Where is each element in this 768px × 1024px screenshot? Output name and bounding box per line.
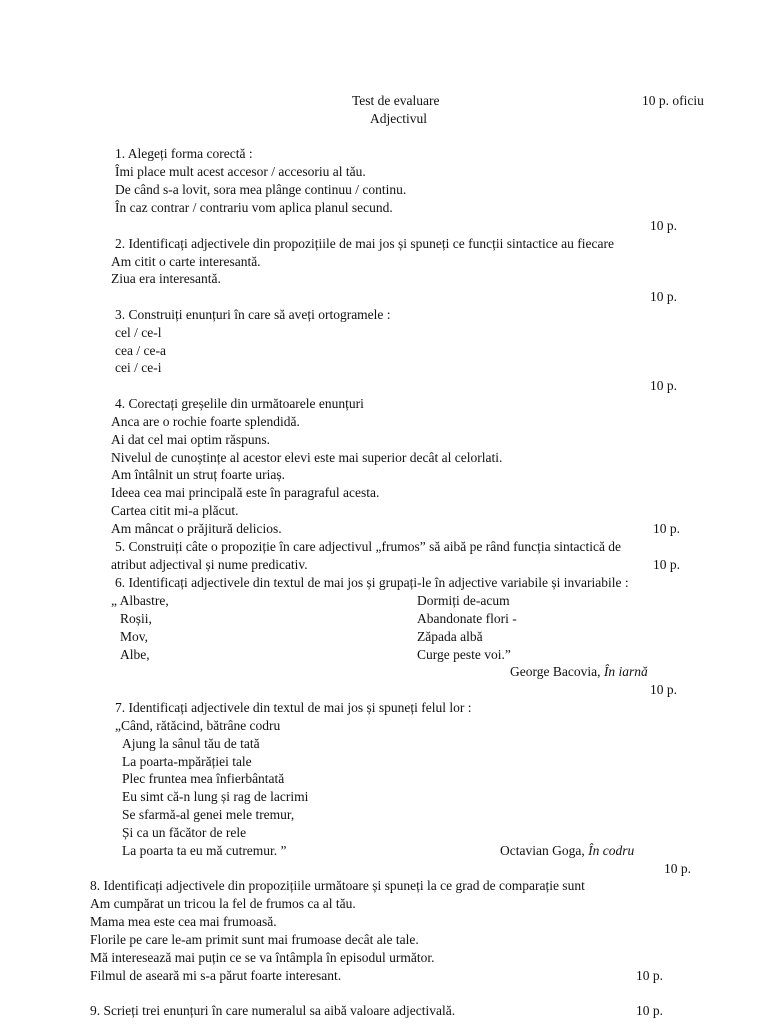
q3-points: 10 p. bbox=[650, 378, 677, 393]
q6-poem-line: Albe, bbox=[120, 647, 150, 662]
q7-poem-line: Ajung la sânul tău de tată bbox=[122, 736, 260, 751]
q6-work-title: În iarnă bbox=[603, 664, 648, 679]
q3-line: cea / ce-a bbox=[115, 343, 166, 358]
q9-points: 10 p. bbox=[636, 1003, 663, 1018]
q6-poem-line: Dormiți de-acum bbox=[417, 593, 510, 608]
q8-line: Mă interesează mai puțin ce se va întâmpla în episodul următor. bbox=[90, 950, 435, 965]
q7-work-title: În codru bbox=[588, 843, 635, 858]
q3-line: cel / ce-l bbox=[115, 325, 162, 340]
oficiu-points: 10 p. oficiu bbox=[642, 93, 704, 108]
q4-line: Ideea cea mai principală este în paragraful acesta. bbox=[111, 485, 380, 500]
q7-poem-line: La poarta-mpărăției tale bbox=[122, 754, 252, 769]
q9-prompt: 9. Scrieți trei enunțuri în care numeralul sa aibă valoare adjectivală. bbox=[90, 1003, 456, 1018]
q3-line: cei / ce-i bbox=[115, 360, 162, 375]
q7-poem-line: „Când, rătăcind, bătrâne codru bbox=[115, 718, 281, 733]
q7-poem-line: La poarta ta eu mă cutremur. ” bbox=[122, 843, 287, 858]
q6-poem-line: Curge peste voi.” bbox=[417, 647, 511, 662]
q5-prompt: 5. Construiți câte o propoziție în care adjectivul „frumos” să aibă pe rând funcția sintactică de bbox=[115, 539, 622, 554]
q7-author: Octavian Goga, bbox=[500, 843, 585, 858]
q4-line: Nivelul de cunoștințe al acestor elevi este mai superior decât al celorlati. bbox=[111, 450, 503, 465]
q5-points: 10 p. bbox=[653, 557, 680, 572]
q2-prompt: 2. Identificați adjectivele din propozițiile de mai jos și spuneți ce funcții sintactice au fiecare bbox=[115, 236, 614, 251]
q6-poem-line: Zăpada albă bbox=[417, 629, 483, 644]
q4-line: Am mâncat o prăjitură delicios. bbox=[111, 521, 282, 536]
q4-line: Anca are o rochie foarte splendidă. bbox=[111, 414, 300, 429]
q1-line: În caz contrar / contrariu vom aplica planul secund. bbox=[115, 200, 393, 215]
q6-poem-line: Abandonate flori - bbox=[417, 611, 517, 626]
q7-points: 10 p. bbox=[664, 861, 691, 876]
q1-line: Îmi place mult acest accesor / accesoriu al tău. bbox=[115, 164, 366, 179]
q8-line: Am cumpărat un tricou la fel de frumos ca al tău. bbox=[90, 896, 356, 911]
q1-line: De când s-a lovit, sora mea plânge continuu / continu. bbox=[115, 182, 407, 197]
q7-prompt: 7. Identificați adjectivele din textul de mai jos și spuneți felul lor : bbox=[115, 700, 472, 715]
q6-author: George Bacovia, bbox=[510, 664, 601, 679]
q4-line: Ai dat cel mai optim răspuns. bbox=[111, 432, 270, 447]
q1-prompt: 1. Alegeți forma corectă : bbox=[115, 146, 253, 161]
q8-points: 10 p. bbox=[636, 968, 663, 983]
q4-line: Am întâlnit un struț foarte uriaș. bbox=[111, 467, 285, 482]
q5-line: atribut adjectival și nume predicativ. bbox=[111, 557, 308, 572]
q7-attribution bbox=[500, 842, 634, 860]
q2-line: Ziua era interesantă. bbox=[111, 271, 221, 286]
q4-prompt: 4. Corectați greșelile din următoarele enunțuri bbox=[115, 396, 364, 411]
q8-line: Florile pe care le-am primit sunt mai frumoase decât ale tale. bbox=[90, 932, 419, 947]
q2-line: Am citit o carte interesantă. bbox=[111, 254, 261, 269]
q6-points: 10 p. bbox=[650, 682, 677, 697]
q6-prompt: 6. Identificați adjectivele din textul de mai jos și grupați-le în adjective variabile și invariabile : bbox=[115, 575, 629, 590]
page-subtitle: Adjectivul bbox=[370, 111, 427, 126]
q2-points: 10 p. bbox=[650, 289, 677, 304]
q4-points: 10 p. bbox=[653, 521, 680, 536]
q1-points: 10 p. bbox=[650, 218, 677, 233]
q6-poem-line: Mov, bbox=[120, 629, 149, 644]
q8-line: Filmul de aseară mi s-a părut foarte interesant. bbox=[90, 968, 342, 983]
q7-poem-line: Și ca un făcător de rele bbox=[122, 825, 247, 840]
q6-attribution bbox=[510, 663, 648, 681]
q8-line: Mama mea este cea mai frumoasă. bbox=[90, 914, 277, 929]
q7-poem-line: Se sfarmă-al genei mele tremur, bbox=[122, 807, 295, 822]
page-title: Test de evaluare bbox=[352, 93, 440, 108]
q4-line: Cartea citit mi-a plăcut. bbox=[111, 503, 239, 518]
q6-poem-line: „ Albastre, bbox=[111, 593, 169, 608]
q3-prompt: 3. Construiți enunțuri în care să aveți ortogramele : bbox=[115, 307, 391, 322]
q6-poem-line: Roșii, bbox=[120, 611, 152, 626]
q8-prompt: 8. Identificați adjectivele din propozițiile următoare și spuneți la ce grad de comparație sunt bbox=[90, 878, 585, 893]
q7-poem-line: Plec fruntea mea înfierbântată bbox=[122, 771, 285, 786]
q7-poem-line: Eu simt că-n lung și rag de lacrimi bbox=[122, 789, 309, 804]
